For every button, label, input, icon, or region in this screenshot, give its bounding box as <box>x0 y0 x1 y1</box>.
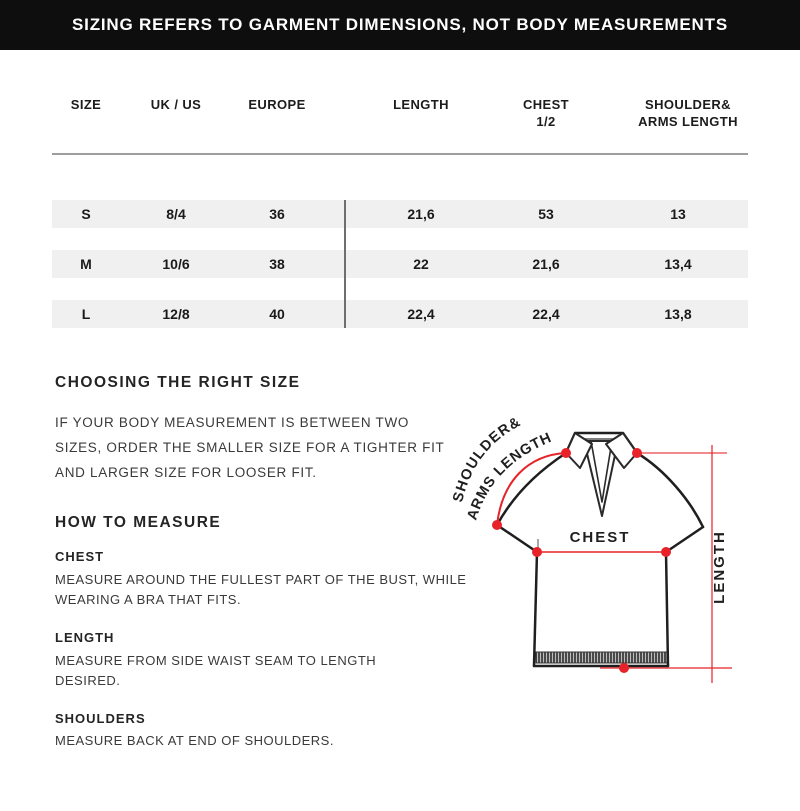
cell-chest: 53 <box>538 206 554 222</box>
measure-length-label: LENGTH <box>55 630 115 645</box>
cell-europe: 36 <box>269 206 285 222</box>
column-header-size: SIZE <box>70 97 102 112</box>
length-label: LENGTH <box>711 530 728 604</box>
column-header-uk-us: UK / US <box>150 97 202 112</box>
cell-europe: 40 <box>269 306 285 322</box>
choosing-size-text: IF YOUR BODY MEASUREMENT IS BETWEEN TWO SIZES, ORDER THE SMALLER SIZE FOR A TIGHTER FIT AND LARGER SIZE FOR LOOSER FIT. <box>55 415 445 480</box>
cell-size: S <box>81 206 91 222</box>
cell-europe: 38 <box>269 256 285 272</box>
column-header-europe: EUROPE <box>248 97 306 112</box>
measure-length-text: MEASURE FROM SIDE WAIST SEAM TO LENGTH DESIRED. <box>55 653 377 688</box>
shoulder-arc-label-line1: SHOULDER& <box>450 413 525 504</box>
garment-diagram <box>440 395 770 705</box>
cell-shoulder: 13,4 <box>664 256 692 272</box>
cell-uk-us: 10/6 <box>162 256 190 272</box>
table-vertical-divider <box>344 200 346 328</box>
cell-size: L <box>81 306 91 322</box>
choosing-size-heading: CHOOSING THE RIGHT SIZE <box>55 374 301 391</box>
cell-chest: 22,4 <box>532 306 560 322</box>
banner <box>0 0 800 50</box>
hem-band <box>536 652 667 663</box>
cell-length: 22,4 <box>407 306 435 322</box>
column-header-chest: CHEST 1/2 <box>522 97 570 129</box>
column-header-shoulder: SHOULDER& ARMS LENGTH <box>638 97 738 129</box>
how-to-measure-heading: HOW TO MEASURE <box>55 514 222 531</box>
cell-chest: 21,6 <box>532 256 560 272</box>
measure-chest-text: MEASURE AROUND THE FULLEST PART OF THE BUST, WHILE WEARING A BRA THAT FITS. <box>55 572 467 607</box>
cell-length: 21,6 <box>407 206 435 222</box>
measure-shoulders-label: SHOULDERS <box>55 711 146 726</box>
cell-size: M <box>80 256 92 272</box>
cell-length: 22 <box>413 256 429 272</box>
measure-chest-label: CHEST <box>55 549 105 564</box>
column-header-length: LENGTH <box>393 97 449 112</box>
cell-shoulder: 13,8 <box>664 306 692 322</box>
shoulder-arc-label-line2: ARMS LENGTH <box>464 429 555 523</box>
chest-label: CHEST <box>569 529 631 546</box>
cell-uk-us: 8/4 <box>166 206 186 222</box>
measure-shoulders-text: MEASURE BACK AT END OF SHOULDERS. <box>55 733 334 748</box>
cell-uk-us: 12/8 <box>162 306 190 322</box>
table-header-rule <box>52 153 748 155</box>
cell-shoulder: 13 <box>670 206 686 222</box>
banner-text: SIZING REFERS TO GARMENT DIMENSIONS, NOT BODY MEASUREMENTS <box>72 15 728 34</box>
